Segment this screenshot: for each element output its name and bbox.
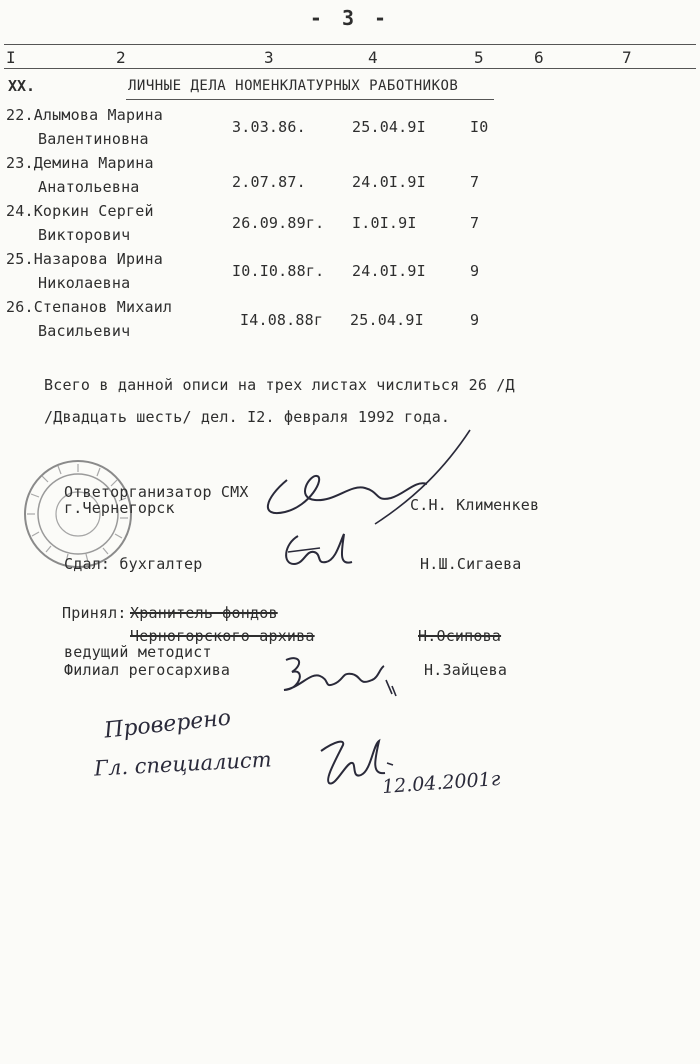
entry-sheets: 9: [470, 311, 480, 329]
entry-patronymic: Викторович: [38, 226, 131, 244]
summary-line-1: Всего в данной описи на трех листах числиться 26 /Д: [44, 376, 515, 394]
column-number-2: 2: [116, 48, 126, 67]
entry-start-date: 3.03.86.: [232, 118, 306, 136]
entry-number-name: 25.Назарова Ирина: [6, 250, 163, 268]
column-number-1: I: [6, 48, 16, 67]
entry-start-date: 2.07.87.: [232, 173, 306, 191]
handwritten-position: Гл. специалист: [93, 747, 273, 781]
entry-patronymic: Валентиновна: [38, 130, 149, 148]
accountant-signature-icon: [280, 530, 360, 575]
accountant-title: Сдал: бухгалтер: [64, 555, 203, 573]
section-title-underline: [126, 99, 494, 100]
table-header-top-rule: [4, 44, 696, 45]
entry-end-date: 25.04.9I: [350, 311, 424, 329]
accepted-label: Принял:: [62, 604, 127, 622]
entry-number-name: 26.Степанов Михаил: [6, 298, 173, 316]
organizer-name: С.Н. Клименкев: [410, 496, 540, 514]
entry-sheets: 9: [470, 262, 480, 280]
column-number-3: 3: [264, 48, 274, 67]
entry-sheets: I0: [470, 118, 489, 136]
table-header-bottom-rule: [4, 68, 696, 69]
entry-sheets: 7: [470, 214, 480, 232]
accepted-struck-name: Н.Осипова: [418, 627, 502, 645]
entry-number-name: 22.Алымова Марина: [6, 106, 163, 124]
entry-number-name: 23.Демина Марина: [6, 154, 154, 172]
column-number-5: 5: [474, 48, 484, 67]
accountant-name: Н.Ш.Сигаева: [420, 555, 522, 573]
handwritten-date: 12.04.2001г: [381, 767, 502, 799]
accepted-struck-archive: Черногорского архива: [130, 627, 315, 645]
column-number-7: 7: [622, 48, 632, 67]
column-number-6: 6: [534, 48, 544, 67]
column-number-4: 4: [368, 48, 378, 67]
section-title: ЛИЧНЫЕ ДЕЛА НОМЕНКЛАТУРНЫХ РАБОТНИКОВ: [128, 78, 459, 94]
summary-line-2: /Двадцать шесть/ дел. I2. февраля 1992 года.: [44, 408, 451, 426]
organizer-city: г.Чернегорск: [64, 499, 175, 517]
handwritten-checked: Проверено: [103, 705, 233, 744]
section-number: XX.: [8, 77, 36, 95]
methodist-branch: Филиал регосархива: [64, 661, 231, 679]
page-number: - 3 -: [309, 6, 391, 30]
entry-number-name: 24.Коркин Сергей: [6, 202, 154, 220]
organizer-title: Ответорганизатор СМХ: [64, 483, 249, 501]
entry-start-date: I0.I0.88г.: [232, 262, 325, 280]
entry-start-date: I4.08.88г: [240, 311, 324, 329]
entry-patronymic: Васильевич: [38, 322, 131, 340]
entry-start-date: 26.09.89г.: [232, 214, 325, 232]
entry-end-date: 24.0I.9I: [352, 262, 426, 280]
entry-sheets: 7: [470, 173, 480, 191]
entry-end-date: I.0I.9I: [352, 214, 417, 232]
accepted-struck-title: Хранитель фондов: [130, 604, 278, 622]
methodist-name: Н.Зайцева: [424, 661, 508, 679]
methodist-signature-icon: [280, 650, 400, 700]
entry-patronymic: Анатольевна: [38, 178, 140, 196]
methodist-title: ведущий методист: [64, 643, 212, 661]
entry-patronymic: Николаевна: [38, 274, 131, 292]
entry-end-date: 24.0I.9I: [352, 173, 426, 191]
entry-end-date: 25.04.9I: [352, 118, 426, 136]
